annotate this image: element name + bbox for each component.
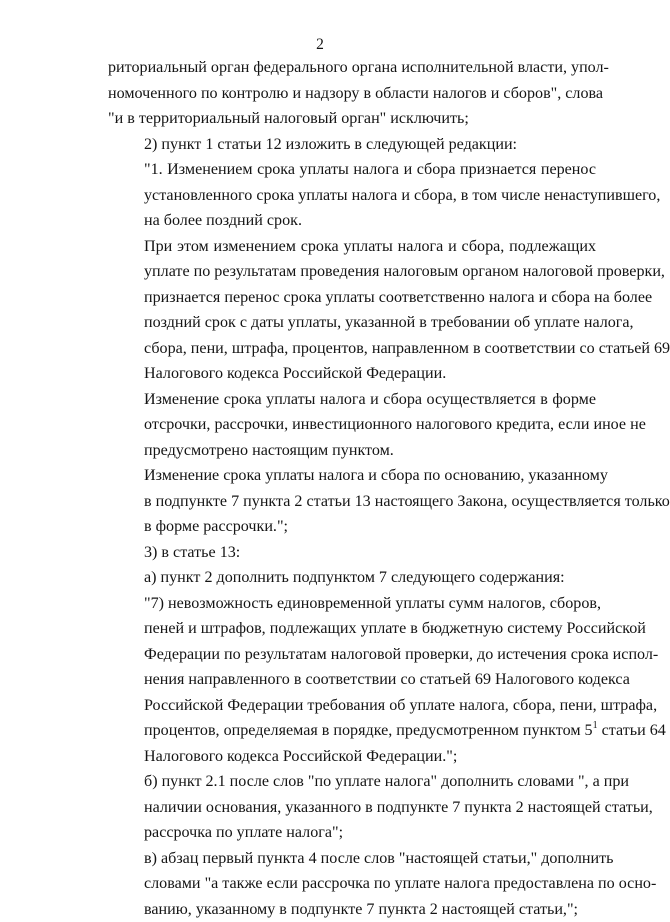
line-text: на более поздний срок. [144, 212, 302, 229]
line-text: предусмотрено настоящим пунктом. [144, 442, 394, 459]
line-text: наличии основания, указанного в подпункте 7 пункта 2 настоящей статьи, [144, 799, 653, 816]
line-text: процентов, определяемая в порядке, предусмотренном пунктом 5 [144, 722, 593, 739]
text-line [108, 667, 596, 693]
paragraph [108, 387, 596, 464]
line-text: номоченного по контролю и надзору в области налогов и сборов", слова [108, 85, 603, 102]
text-line [108, 897, 596, 922]
text-line [108, 208, 596, 234]
line-text: ванию, указанному в подпункте 7 пункта 2 настоящей статьи,"; [144, 901, 578, 918]
line-text: сбора, пени, штрафа, процентов, направленном в соответствии со статьей 69 [144, 340, 670, 357]
text-line [108, 438, 596, 464]
text-line [108, 310, 596, 336]
text-line [108, 412, 596, 438]
line-text: поздний срок с даты уплаты, указанной в требовании об уплате налога, [144, 314, 634, 331]
text-line [108, 387, 596, 413]
line-text: уплате по результатам проведения налоговым органом налоговой проверки, [144, 263, 665, 280]
line-text: в форме рассрочки."; [144, 518, 288, 535]
line-text: в) абзац первый пункта 4 после слов "настоящей статьи," дополнить [144, 850, 614, 867]
line-text: б) пункт 2.1 после слов "по уплате налога" дополнить словами ", а при [144, 773, 629, 790]
line-text: а) пункт 2 дополнить подпунктом 7 следующего содержания: [144, 569, 565, 586]
text-line [108, 616, 596, 642]
line-text: нения направленного в соответствии со статьей 69 Налогового кодекса [144, 671, 630, 688]
page-number: 2 [0, 36, 640, 54]
line-text: признается перенос срока уплаты соответственно налога и сбора на более [144, 289, 652, 306]
line-text: "7) невозможность единовременной уплаты сумм налогов, сборов, [144, 595, 601, 612]
superscript: 1 [593, 720, 598, 731]
text-line [108, 106, 596, 132]
text-line [108, 718, 596, 744]
line-text: установленного срока уплаты налога и сбора, в том числе ненаступившего, [144, 187, 660, 204]
line-text: 3) в статье 13: [144, 544, 240, 561]
text-line [108, 336, 596, 362]
line-text: При этом изменением срока уплаты налога и сбора, подлежащих [144, 238, 596, 255]
text-line [108, 744, 596, 770]
line-text: Российской Федерации требования об уплате налога, сбора, пени, штрафа, [144, 697, 657, 714]
line-text: Изменение срока уплаты налога и сбора по основанию, указанному [144, 467, 608, 484]
paragraph [108, 591, 596, 770]
text-line [108, 157, 596, 183]
line-text: Налогового кодекса Российской Федерации."; [144, 748, 457, 765]
text-line [108, 132, 596, 158]
line-text: "1. Изменением срока уплаты налога и сбора признается перенос [144, 161, 596, 178]
text-line [108, 693, 596, 719]
paragraph [108, 234, 596, 387]
line-text: Федерации по результатам налоговой проверки, до истечения срока испол- [144, 646, 658, 663]
text-line [108, 183, 596, 209]
line-text: рассрочка по уплате налога"; [144, 824, 343, 841]
line-text: словами "а также если рассрочка по уплате налога предоставлена по осно- [144, 875, 656, 892]
line-text-continued: статьи 64 [598, 722, 666, 739]
paragraph [108, 132, 596, 158]
text-line [108, 489, 596, 515]
line-text: Налогового кодекса Российской Федерации. [144, 365, 446, 382]
text-line [108, 514, 596, 540]
text-line [108, 234, 596, 260]
text-line [108, 55, 596, 81]
line-text: в подпункте 7 пункта 2 статьи 13 настоящего Закона, осуществляется только [144, 493, 670, 510]
document-body [108, 55, 596, 922]
line-text: пеней и штрафов, подлежащих уплате в бюджетную систему Российской [144, 620, 646, 637]
text-line [108, 820, 596, 846]
text-line [108, 285, 596, 311]
paragraph [108, 55, 596, 132]
text-line [108, 565, 596, 591]
paragraph [108, 769, 596, 846]
paragraph [108, 846, 596, 922]
paragraph [108, 463, 596, 540]
line-text: "и в территориальный налоговый орган" исключить; [108, 110, 469, 127]
text-line [108, 591, 596, 617]
line-text: риториальный орган федерального органа исполнительной власти, упол- [108, 59, 609, 76]
paragraph [108, 565, 596, 591]
line-text: Изменение срока уплаты налога и сбора осуществляется в форме [144, 391, 596, 408]
line-text: 2) пункт 1 статьи 12 изложить в следующей редакции: [144, 136, 517, 153]
line-text: отсрочки, рассрочки, инвестиционного налогового кредита, если иное не [144, 416, 646, 433]
text-line [108, 846, 596, 872]
text-line [108, 769, 596, 795]
text-line [108, 642, 596, 668]
paragraph [108, 157, 596, 234]
text-line [108, 259, 596, 285]
text-line [108, 795, 596, 821]
text-line [108, 81, 596, 107]
text-line [108, 361, 596, 387]
text-line [108, 540, 596, 566]
text-line [108, 871, 596, 897]
text-line [108, 463, 596, 489]
paragraph [108, 540, 596, 566]
